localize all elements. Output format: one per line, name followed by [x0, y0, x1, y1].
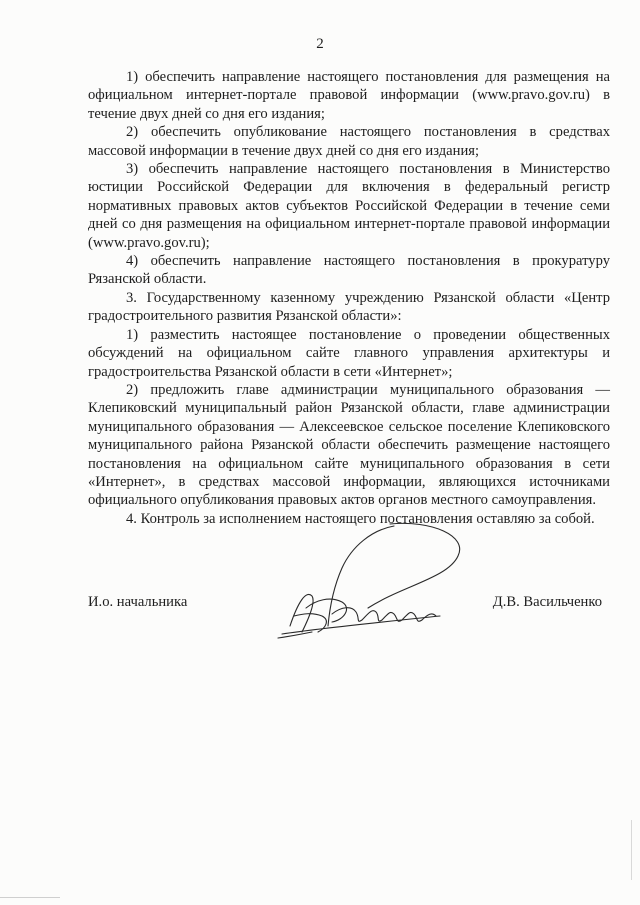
signatory-name: Д.В. Васильченко: [492, 594, 602, 610]
paragraph-3: 3. Государственному казенному учреждению Рязанской области «Центр градостроительного развития Рязанской области»:: [88, 289, 610, 325]
paragraph-3-1: 1) разместить настоящее постановление о проведении общественных обсуждений на официальном сайте главного управления архитектуры и градостроительства Рязанской области в сети «Интернет»;: [88, 326, 610, 380]
signatory-position: И.о. начальника: [88, 594, 188, 610]
signature-block: [88, 592, 610, 652]
scan-edge-line: [631, 820, 632, 880]
paragraph-1-4: 4) обеспечить направление настоящего постановления в прокуратуру Рязанской области.: [88, 253, 610, 288]
paragraph-1-3: 3) обеспечить направление настоящего постановления в Министерство юстиции Российской Федерации для включения в федеральный регистр нормативных правовых актов субъектов Российской Федерации в течение семи дней со дня размещения на официальном интернет-портале правовой информации (www.pravo.gov.ru);: [88, 161, 610, 251]
scan-edge-bottom-line: [0, 897, 60, 898]
document-body: [88, 68, 610, 528]
paragraph-3-2: 2) предложить главе администрации муниципального образования — Клепиковский муниципальный район Рязанской области, главе администрации муниципального образования — Алексеевское сельское поселение Клепиковского муниципального района Рязанской области обеспечить размещение настоящего постановления на официальном сайте муниципального образования в сети «Интернет», в средствах массовой информации, являющихся источниками официального опубликования правовых актов органов местного самоуправления.: [88, 381, 610, 509]
paragraph-1-1: 1) обеспечить направление настоящего постановления для размещения на официальном интернет-портале правовой информации (www.pravo.gov.ru) в течение двух дней со дня его издания;: [88, 69, 610, 122]
paragraph-4: 4. Контроль за исполнением настоящего постановления оставляю за собой.: [126, 510, 595, 527]
paragraph-1-2: 2) обеспечить опубликование настоящего постановления в средствах массовой информации в течение двух дней со дня его издания;: [88, 124, 610, 159]
page-number: 2: [316, 36, 324, 52]
